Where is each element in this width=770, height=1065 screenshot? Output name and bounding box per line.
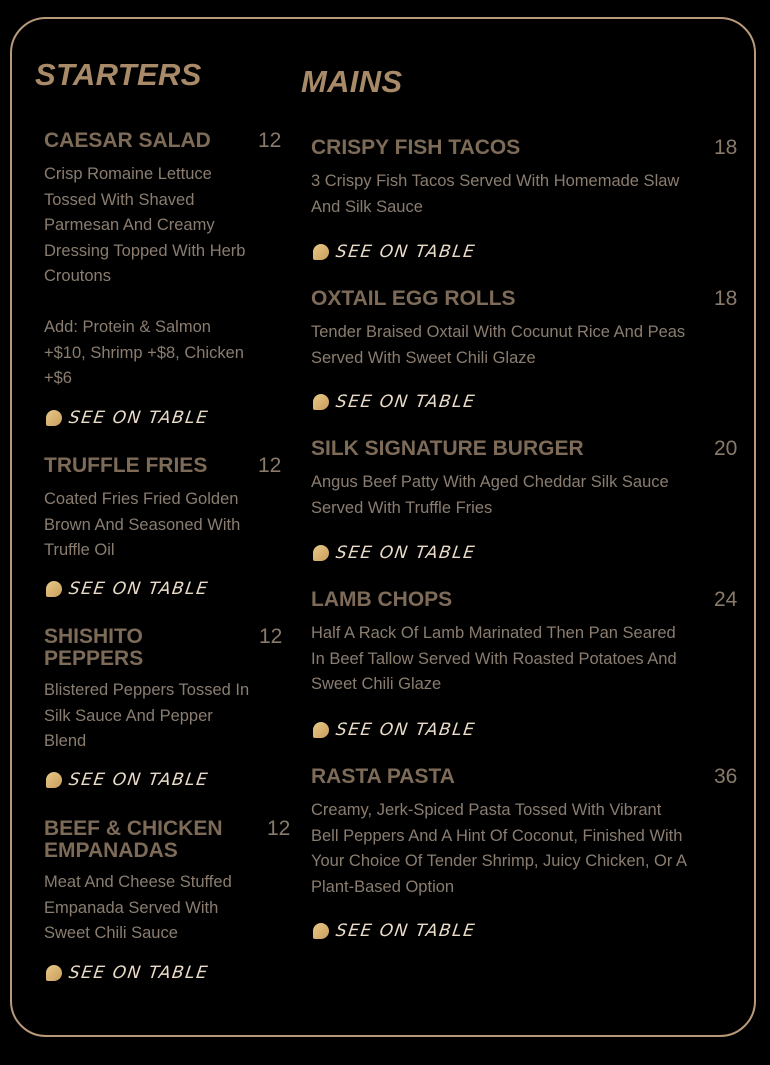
item-description: Tender Braised Oxtail With Cocunut Rice And Peas Served With Sweet Chili Glaze [311,323,686,367]
item-price: 12 [258,454,282,477]
item-name: OXTAIL EGG ROLLS [311,287,516,310]
item-name: LAMB CHOPS [311,588,453,611]
see-on-table-link[interactable] [46,406,209,430]
item-name: RASTA PASTA [311,765,455,788]
item-description: Coated Fries Fried Golden Brown And Seasoned With Truffle Oil [44,490,241,559]
leaf-icon [313,923,329,939]
leaf-icon [46,581,62,597]
item-name: CRISPY FISH TACOS [311,136,521,159]
see-on-table-label: SEE ON TABLE [334,392,477,412]
see-on-table-label: SEE ON TABLE [67,408,210,428]
see-on-table-link[interactable] [46,768,209,792]
see-on-table-label: SEE ON TABLE [67,963,210,983]
item-price: 12 [258,129,282,152]
see-on-table-link[interactable] [313,718,476,742]
item-price: 12 [259,625,283,648]
see-on-table-label: SEE ON TABLE [334,720,477,740]
item-name: BEEF & CHICKEN EMPANADAS [44,817,223,862]
item-price: 12 [267,817,291,840]
leaf-icon [313,394,329,410]
see-on-table-label: SEE ON TABLE [67,770,210,790]
leaf-icon [313,545,329,561]
leaf-icon [46,772,62,788]
item-description: Creamy, Jerk-Spiced Pasta Tossed With Vibrant Bell Peppers And A Hint Of Coconut, Finished With Your Choice Of Tender Shrimp, Juicy Chicken, Or A Plant-Based Option [311,801,688,896]
see-on-table-link[interactable] [46,961,209,985]
leaf-icon [313,244,329,260]
item-price: 36 [714,765,738,788]
item-description: 3 Crispy Fish Tacos Served With Homemade Slaw And Silk Sauce [311,172,680,216]
see-on-table-link[interactable] [313,390,476,414]
item-price: 18 [714,287,738,310]
leaf-icon [46,965,62,981]
see-on-table-label: SEE ON TABLE [334,242,477,262]
see-on-table-link[interactable] [313,240,476,264]
see-on-table-label: SEE ON TABLE [334,543,477,563]
see-on-table-label: SEE ON TABLE [67,579,210,599]
mains-heading: MAINS [301,64,403,99]
item-price: 20 [714,437,738,460]
item-description: Meat And Cheese Stuffed Empanada Served With Sweet Chili Sauce [44,873,232,942]
item-description: Half A Rack Of Lamb Marinated Then Pan Seared In Beef Tallow Served With Roasted Potatoes And Sweet Chili Glaze [311,624,677,693]
item-price: 18 [714,136,738,159]
see-on-table-link[interactable] [313,919,476,943]
see-on-table-link[interactable] [46,577,209,601]
item-description: Blistered Peppers Tossed In Silk Sauce And Pepper Blend [44,681,250,750]
item-name: SHISHITO PEPPERS [44,625,144,670]
item-name: TRUFFLE FRIES [44,454,208,477]
see-on-table-link[interactable] [313,541,476,565]
item-price: 24 [714,588,738,611]
see-on-table-label: SEE ON TABLE [334,921,477,941]
item-name: CAESAR SALAD [44,129,211,152]
item-description: Crisp Romaine Lettuce Tossed With Shaved Parmesan And Creamy Dressing Topped With Herb Croutons Add: Protein & Salmon +$10, Shrimp +$8, Chicken +$6 [44,165,246,387]
starters-heading: STARTERS [35,57,202,92]
leaf-icon [313,722,329,738]
leaf-icon [46,410,62,426]
item-name: SILK SIGNATURE BURGER [311,437,584,460]
item-description: Angus Beef Patty With Aged Cheddar Silk Sauce Served With Truffle Fries [311,473,669,517]
